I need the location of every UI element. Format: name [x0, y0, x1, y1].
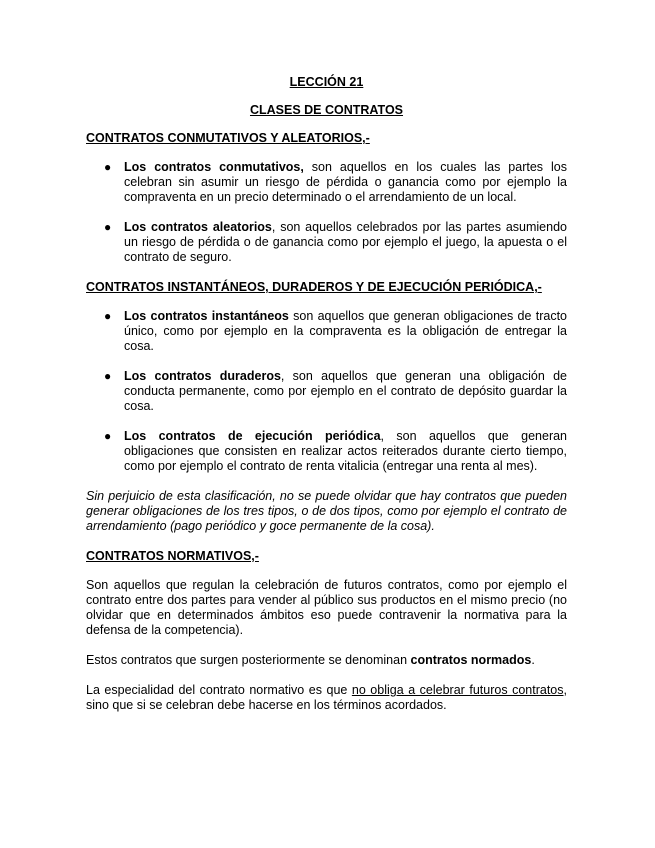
term: Los contratos aleatorios — [124, 220, 272, 234]
definition: son aquellos que generan obligaciones de tracto único, como por ejemplo en la compraventa es la obligación de entregar la cosa. — [124, 309, 567, 353]
list-item — [86, 369, 567, 414]
bullet-list-instantaneos — [86, 309, 567, 474]
bullet-icon: ● — [104, 369, 112, 383]
paragraph-end: . — [531, 653, 535, 667]
normativos-paragraph-1: Son aquellos que regulan la celebración de futuros contratos, como por ejemplo el contrato entre dos partes para vender al público sus productos en el mismo precio (no olvidar que en determinados ámbitos eso puede contravenir la normativa para la defensa de la competencia). — [86, 578, 567, 637]
lesson-title: LECCIÓN 21 — [289, 75, 364, 89]
section-heading-normativos: CONTRATOS NORMATIVOS,- — [86, 549, 259, 563]
underlined-phrase: no obliga a celebrar futuros contratos — [351, 683, 564, 697]
definition: son aquellos en los cuales las partes los celebran sin asumir un riesgo de pérdida o ganancia como por ejemplo la compraventa en un precio determinado o el arrendamiento de un local. — [124, 160, 567, 204]
list-item — [86, 220, 567, 265]
paragraph-text: La especialidad del contrato normativo es que — [86, 683, 352, 697]
list-item — [86, 160, 567, 205]
section-heading-instantaneos: CONTRATOS INSTANTÁNEOS, DURADEROS Y DE EJECUCIÓN PERIÓDICA,- — [86, 280, 542, 294]
term: Los contratos duraderos — [124, 369, 281, 383]
list-item — [86, 309, 567, 354]
main-title: CLASES DE CONTRATOS — [249, 103, 404, 117]
definition: , son aquellos celebrados por las partes asumiendo un riesgo de pérdida o de ganancia como por ejemplo el juego, la apuesta o el contrato de seguro. — [124, 220, 567, 264]
paragraph-end: , sino que si se celebran debe hacerse en los términos acordados. — [86, 683, 567, 712]
bullet-icon: ● — [104, 220, 112, 234]
term: Los contratos conmutativos, — [124, 160, 304, 174]
definition: , son aquellos que generan obligaciones que consisten en realizar actos reiterados durante cierto tiempo, como por ejemplo el contrato de renta vitalicia (entregar una renta al mes). — [124, 429, 568, 473]
section-heading-conmutativos: CONTRATOS CONMUTATIVOS Y ALEATORIOS,- — [86, 131, 370, 145]
bullet-icon: ● — [104, 309, 112, 323]
bullet-list-conmutativos — [86, 160, 567, 265]
definition: , son aquellos que generan una obligación de conducta permanente, como por ejemplo en el contrato de depósito guardar la cosa. — [124, 369, 567, 413]
paragraph-text: Estos contratos que surgen posteriormente se denominan — [86, 653, 411, 667]
classification-note: Sin perjuicio de esta clasificación, no se puede olvidar que hay contratos que pueden generar obligaciones de los tres tipos, o de dos tipos, como por ejemplo el contrato de arrendamiento (pago periódico y goce permanente de la cosa). — [86, 489, 567, 533]
bullet-icon: ● — [104, 160, 112, 174]
list-item — [86, 429, 567, 474]
normativos-paragraph-3 — [86, 683, 567, 713]
term: Los contratos de ejecución periódica — [124, 429, 381, 443]
bold-term: contratos normados — [410, 653, 532, 667]
normativos-paragraph-2 — [86, 653, 567, 668]
bullet-icon: ● — [104, 429, 112, 443]
term: Los contratos instantáneos — [124, 309, 289, 323]
